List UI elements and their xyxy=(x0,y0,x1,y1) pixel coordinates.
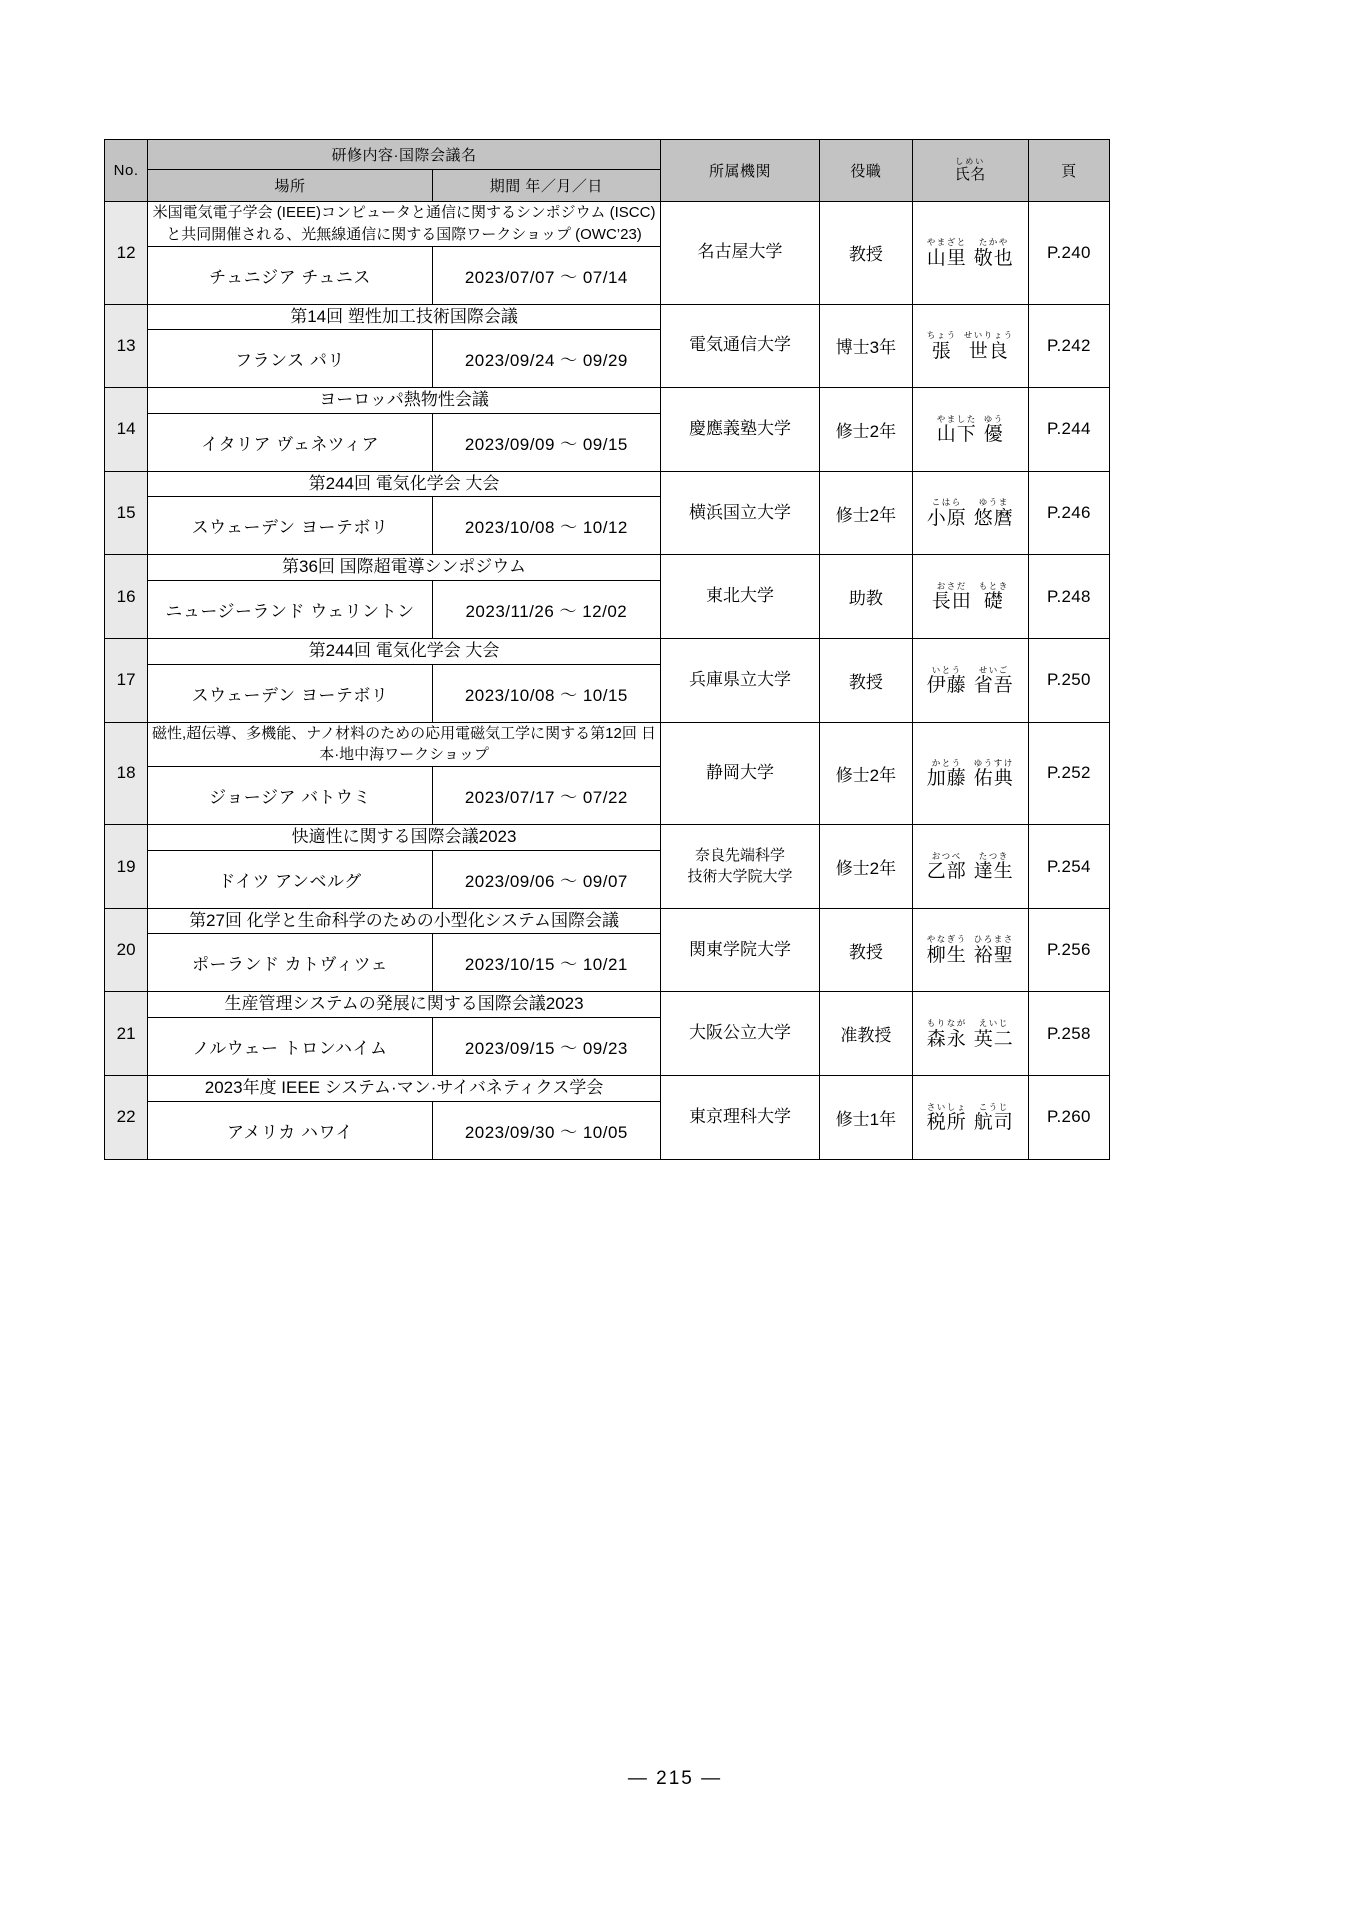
name-base: 税所 xyxy=(926,1112,967,1134)
name-ruby: やまざと xyxy=(926,237,967,247)
header-period: 期間 年／月／日 xyxy=(432,170,660,202)
row-role: 教授 xyxy=(820,639,912,723)
name-part xyxy=(927,1103,967,1133)
row-name xyxy=(912,722,1028,825)
header-name xyxy=(912,140,1028,202)
name-ruby: ゆう xyxy=(983,413,1004,424)
row-page: P.244 xyxy=(1028,388,1109,472)
row-organization xyxy=(660,825,819,909)
name-ruby: おつべ xyxy=(931,850,962,861)
row-name xyxy=(912,992,1028,1076)
row-title: 第14回 塑性加工技術国際会議 xyxy=(148,304,661,330)
name-part xyxy=(927,666,967,696)
table-row xyxy=(105,555,1110,581)
name-ruby: もりなが xyxy=(926,1018,967,1029)
row-period: 2023/10/08 ～ 10/15 xyxy=(432,664,660,722)
table-row xyxy=(105,639,1110,665)
organization-line: 電気通信大学 xyxy=(689,335,792,355)
row-role: 修士2年 xyxy=(820,471,912,555)
row-no: 13 xyxy=(105,304,148,388)
row-title: ヨーロッパ熱物性会議 xyxy=(148,388,661,414)
table-row xyxy=(105,471,1110,497)
row-place: アメリカ ハワイ xyxy=(148,1101,433,1159)
row-page: P.248 xyxy=(1028,555,1109,639)
name-base: 張 xyxy=(931,340,952,362)
row-organization xyxy=(660,555,819,639)
row-page: P.242 xyxy=(1028,304,1109,388)
row-role: 教授 xyxy=(820,908,912,992)
row-organization xyxy=(660,388,819,472)
name-ruby: こはら xyxy=(931,497,962,508)
name-ruby: さいしょ xyxy=(926,1101,967,1112)
row-place: イタリア ヴェネツィア xyxy=(148,413,433,471)
name-part xyxy=(974,852,1014,882)
name-base: 達生 xyxy=(973,861,1014,883)
row-title: 磁性,超伝導、多機能、ナノ材料のための応用電磁気工学に関する第12回 日本·地中海ワークショップ xyxy=(148,722,661,767)
row-role: 修士1年 xyxy=(820,1076,912,1160)
name-base: 小原 xyxy=(926,507,967,529)
row-page: P.252 xyxy=(1028,722,1109,825)
name-part xyxy=(927,935,967,965)
page-footer: — 215 — xyxy=(627,1768,723,1789)
name-base: 佑典 xyxy=(973,768,1014,790)
name-part xyxy=(927,331,957,361)
row-period: 2023/11/26 ～ 12/02 xyxy=(432,581,660,639)
organization-line: 関東学院大学 xyxy=(689,939,792,959)
row-place: ポーランド カトヴィツェ xyxy=(148,934,433,992)
table-row xyxy=(105,304,1110,330)
name-part xyxy=(974,759,1014,789)
name-part xyxy=(937,415,977,445)
row-role: 修士2年 xyxy=(820,388,912,472)
name-ruby: こうじ xyxy=(978,1101,1009,1112)
row-name xyxy=(912,304,1028,388)
row-no: 16 xyxy=(105,555,148,639)
name-base: 柳生 xyxy=(926,944,967,966)
row-name xyxy=(912,1076,1028,1160)
row-place: スウェーデン ヨーテボリ xyxy=(148,664,433,722)
row-name xyxy=(912,388,1028,472)
header-organization: 所属機関 xyxy=(660,140,819,202)
name-part xyxy=(927,238,967,268)
row-page: P.258 xyxy=(1028,992,1109,1076)
name-ruby: おさだ xyxy=(936,580,967,591)
name-ruby: もとき xyxy=(978,580,1009,591)
row-page: P.256 xyxy=(1028,908,1109,992)
name-base: 英二 xyxy=(973,1028,1014,1050)
row-period: 2023/07/17 ～ 07/22 xyxy=(432,767,660,825)
name-ruby: かとう xyxy=(931,757,962,768)
row-role: 准教授 xyxy=(820,992,912,1076)
row-name xyxy=(912,825,1028,909)
row-no: 19 xyxy=(105,825,148,909)
row-organization xyxy=(660,722,819,825)
table-row xyxy=(105,1076,1110,1102)
name-ruby: ゆうすけ xyxy=(973,757,1014,768)
row-organization xyxy=(660,992,819,1076)
header-place: 場所 xyxy=(148,170,433,202)
name-part xyxy=(974,666,1014,696)
table-row xyxy=(105,908,1110,934)
name-ruby: ちょう xyxy=(926,330,957,341)
name-base: 航司 xyxy=(973,1112,1014,1134)
table-row xyxy=(105,825,1110,851)
table-row xyxy=(105,202,1110,247)
name-ruby: たつき xyxy=(978,850,1009,861)
name-part xyxy=(974,498,1014,528)
row-organization xyxy=(660,304,819,388)
row-title: 生産管理システムの発展に関する国際会議2023 xyxy=(148,992,661,1018)
training-records-table xyxy=(104,139,1110,1160)
organization-line: 兵庫県立大学 xyxy=(689,669,792,689)
header-name-base: 氏名 xyxy=(954,166,986,183)
row-organization xyxy=(660,202,819,305)
name-base: 乙部 xyxy=(926,861,967,883)
header-no: No. xyxy=(105,140,148,202)
header-role: 役職 xyxy=(820,140,912,202)
header-page: 頁 xyxy=(1028,140,1109,202)
row-no: 12 xyxy=(105,202,148,305)
row-period: 2023/09/30 ～ 10/05 xyxy=(432,1101,660,1159)
row-place: スウェーデン ヨーテボリ xyxy=(148,497,433,555)
row-organization xyxy=(660,639,819,723)
name-ruby: いとう xyxy=(931,664,962,675)
header-name-ruby: しめい xyxy=(955,157,986,166)
organization-line: 名古屋大学 xyxy=(697,242,783,262)
row-no: 22 xyxy=(105,1076,148,1160)
row-period: 2023/10/15 ～ 10/21 xyxy=(432,934,660,992)
name-base: 長田 xyxy=(931,591,972,613)
name-part xyxy=(932,582,972,612)
row-page: P.254 xyxy=(1028,825,1109,909)
table-row xyxy=(105,388,1110,414)
name-base: 加藤 xyxy=(926,768,967,790)
name-base: 森永 xyxy=(926,1028,967,1050)
name-ruby: ひろまさ xyxy=(973,934,1014,945)
table-row xyxy=(105,992,1110,1018)
row-place: ドイツ アンベルグ xyxy=(148,850,433,908)
row-role: 修士2年 xyxy=(820,825,912,909)
header-content: 研修内容·国際会議名 xyxy=(148,140,661,170)
row-name xyxy=(912,471,1028,555)
name-ruby: ゆうま xyxy=(978,497,1009,508)
name-part xyxy=(984,415,1004,445)
row-page: P.240 xyxy=(1028,202,1109,305)
row-period: 2023/09/24 ～ 09/29 xyxy=(432,330,660,388)
row-title: 第244回 電気化学会 大会 xyxy=(148,471,661,497)
name-base: 山下 xyxy=(936,424,977,446)
row-no: 21 xyxy=(105,992,148,1076)
row-place: チュニジア チュニス xyxy=(148,246,433,304)
name-ruby: せいりょう xyxy=(963,330,1014,341)
row-title: 2023年度 IEEE システム·マン·サイバネティクス学会 xyxy=(148,1076,661,1102)
row-role: 教授 xyxy=(820,202,912,305)
organization-line: 技術大学院大学 xyxy=(687,867,793,885)
row-no: 15 xyxy=(105,471,148,555)
row-organization xyxy=(660,1076,819,1160)
name-ruby: せいご xyxy=(978,664,1009,675)
name-part xyxy=(974,238,1014,268)
organization-line: 大阪公立大学 xyxy=(689,1023,792,1043)
name-base: 伊藤 xyxy=(926,675,967,697)
name-ruby: やなぎう xyxy=(926,934,967,945)
name-part xyxy=(927,1019,967,1049)
row-role: 修士2年 xyxy=(820,722,912,825)
name-part xyxy=(974,935,1014,965)
organization-line: 東京理科大学 xyxy=(689,1106,792,1126)
table-row xyxy=(105,722,1110,767)
row-organization xyxy=(660,908,819,992)
name-base: 優 xyxy=(983,424,1004,446)
name-ruby: たかや xyxy=(978,237,1009,247)
row-organization xyxy=(660,471,819,555)
row-place: ジョージア バトウミ xyxy=(148,767,433,825)
name-part xyxy=(927,759,967,789)
organization-line: 横浜国立大学 xyxy=(689,502,792,522)
name-part xyxy=(974,1019,1014,1049)
name-part xyxy=(974,1103,1014,1133)
name-base: 省吾 xyxy=(973,675,1014,697)
row-place: ニュージーランド ウェリントン xyxy=(148,581,433,639)
name-base: 山里 xyxy=(926,247,967,269)
row-no: 20 xyxy=(105,908,148,992)
row-name xyxy=(912,202,1028,305)
row-name xyxy=(912,908,1028,992)
name-part xyxy=(927,852,967,882)
organization-line: 奈良先端科学 xyxy=(695,847,786,865)
organization-line: 東北大学 xyxy=(706,586,775,606)
name-ruby: やました xyxy=(936,413,977,424)
row-role: 博士3年 xyxy=(820,304,912,388)
row-period: 2023/10/08 ～ 10/12 xyxy=(432,497,660,555)
row-place: ノルウェー トロンハイム xyxy=(148,1018,433,1076)
row-period: 2023/09/06 ～ 09/07 xyxy=(432,850,660,908)
name-part xyxy=(979,582,1009,612)
row-page: P.246 xyxy=(1028,471,1109,555)
organization-line: 慶應義塾大学 xyxy=(689,418,792,438)
table-header xyxy=(105,140,1110,202)
row-period: 2023/09/09 ～ 09/15 xyxy=(432,413,660,471)
name-base: 裕聖 xyxy=(973,944,1014,966)
row-title: 快適性に関する国際会議2023 xyxy=(148,825,661,851)
name-ruby: えいじ xyxy=(978,1018,1009,1029)
row-period: 2023/07/07 ～ 07/14 xyxy=(432,246,660,304)
row-period: 2023/09/15 ～ 09/23 xyxy=(432,1018,660,1076)
table-body xyxy=(105,202,1110,1160)
row-name xyxy=(912,639,1028,723)
row-title: 第27回 化学と生命科学のための小型化システム国際会議 xyxy=(148,908,661,934)
row-role: 助教 xyxy=(820,555,912,639)
row-name xyxy=(912,555,1028,639)
name-base: 礎 xyxy=(983,591,1004,613)
row-place: フランス パリ xyxy=(148,330,433,388)
row-title: 米国電気電子学会 (IEEE)コンピュータと通信に関するシンポジウム (ISCC)と共同開催される、光無線通信に関する国際ワークショップ (OWC’23) xyxy=(148,202,661,247)
row-page: P.250 xyxy=(1028,639,1109,723)
row-no: 14 xyxy=(105,388,148,472)
row-no: 17 xyxy=(105,639,148,723)
name-part xyxy=(964,331,1014,361)
training-records-table-wrap xyxy=(104,139,1110,1160)
name-part xyxy=(927,498,967,528)
row-no: 18 xyxy=(105,722,148,825)
row-page: P.260 xyxy=(1028,1076,1109,1160)
organization-line: 静岡大学 xyxy=(706,762,775,782)
row-title: 第244回 電気化学会 大会 xyxy=(148,639,661,665)
row-title: 第36回 国際超電導シンポジウム xyxy=(148,555,661,581)
name-base: 世良 xyxy=(968,340,1009,362)
name-base: 悠麿 xyxy=(973,507,1014,529)
name-base: 敬也 xyxy=(973,247,1014,269)
